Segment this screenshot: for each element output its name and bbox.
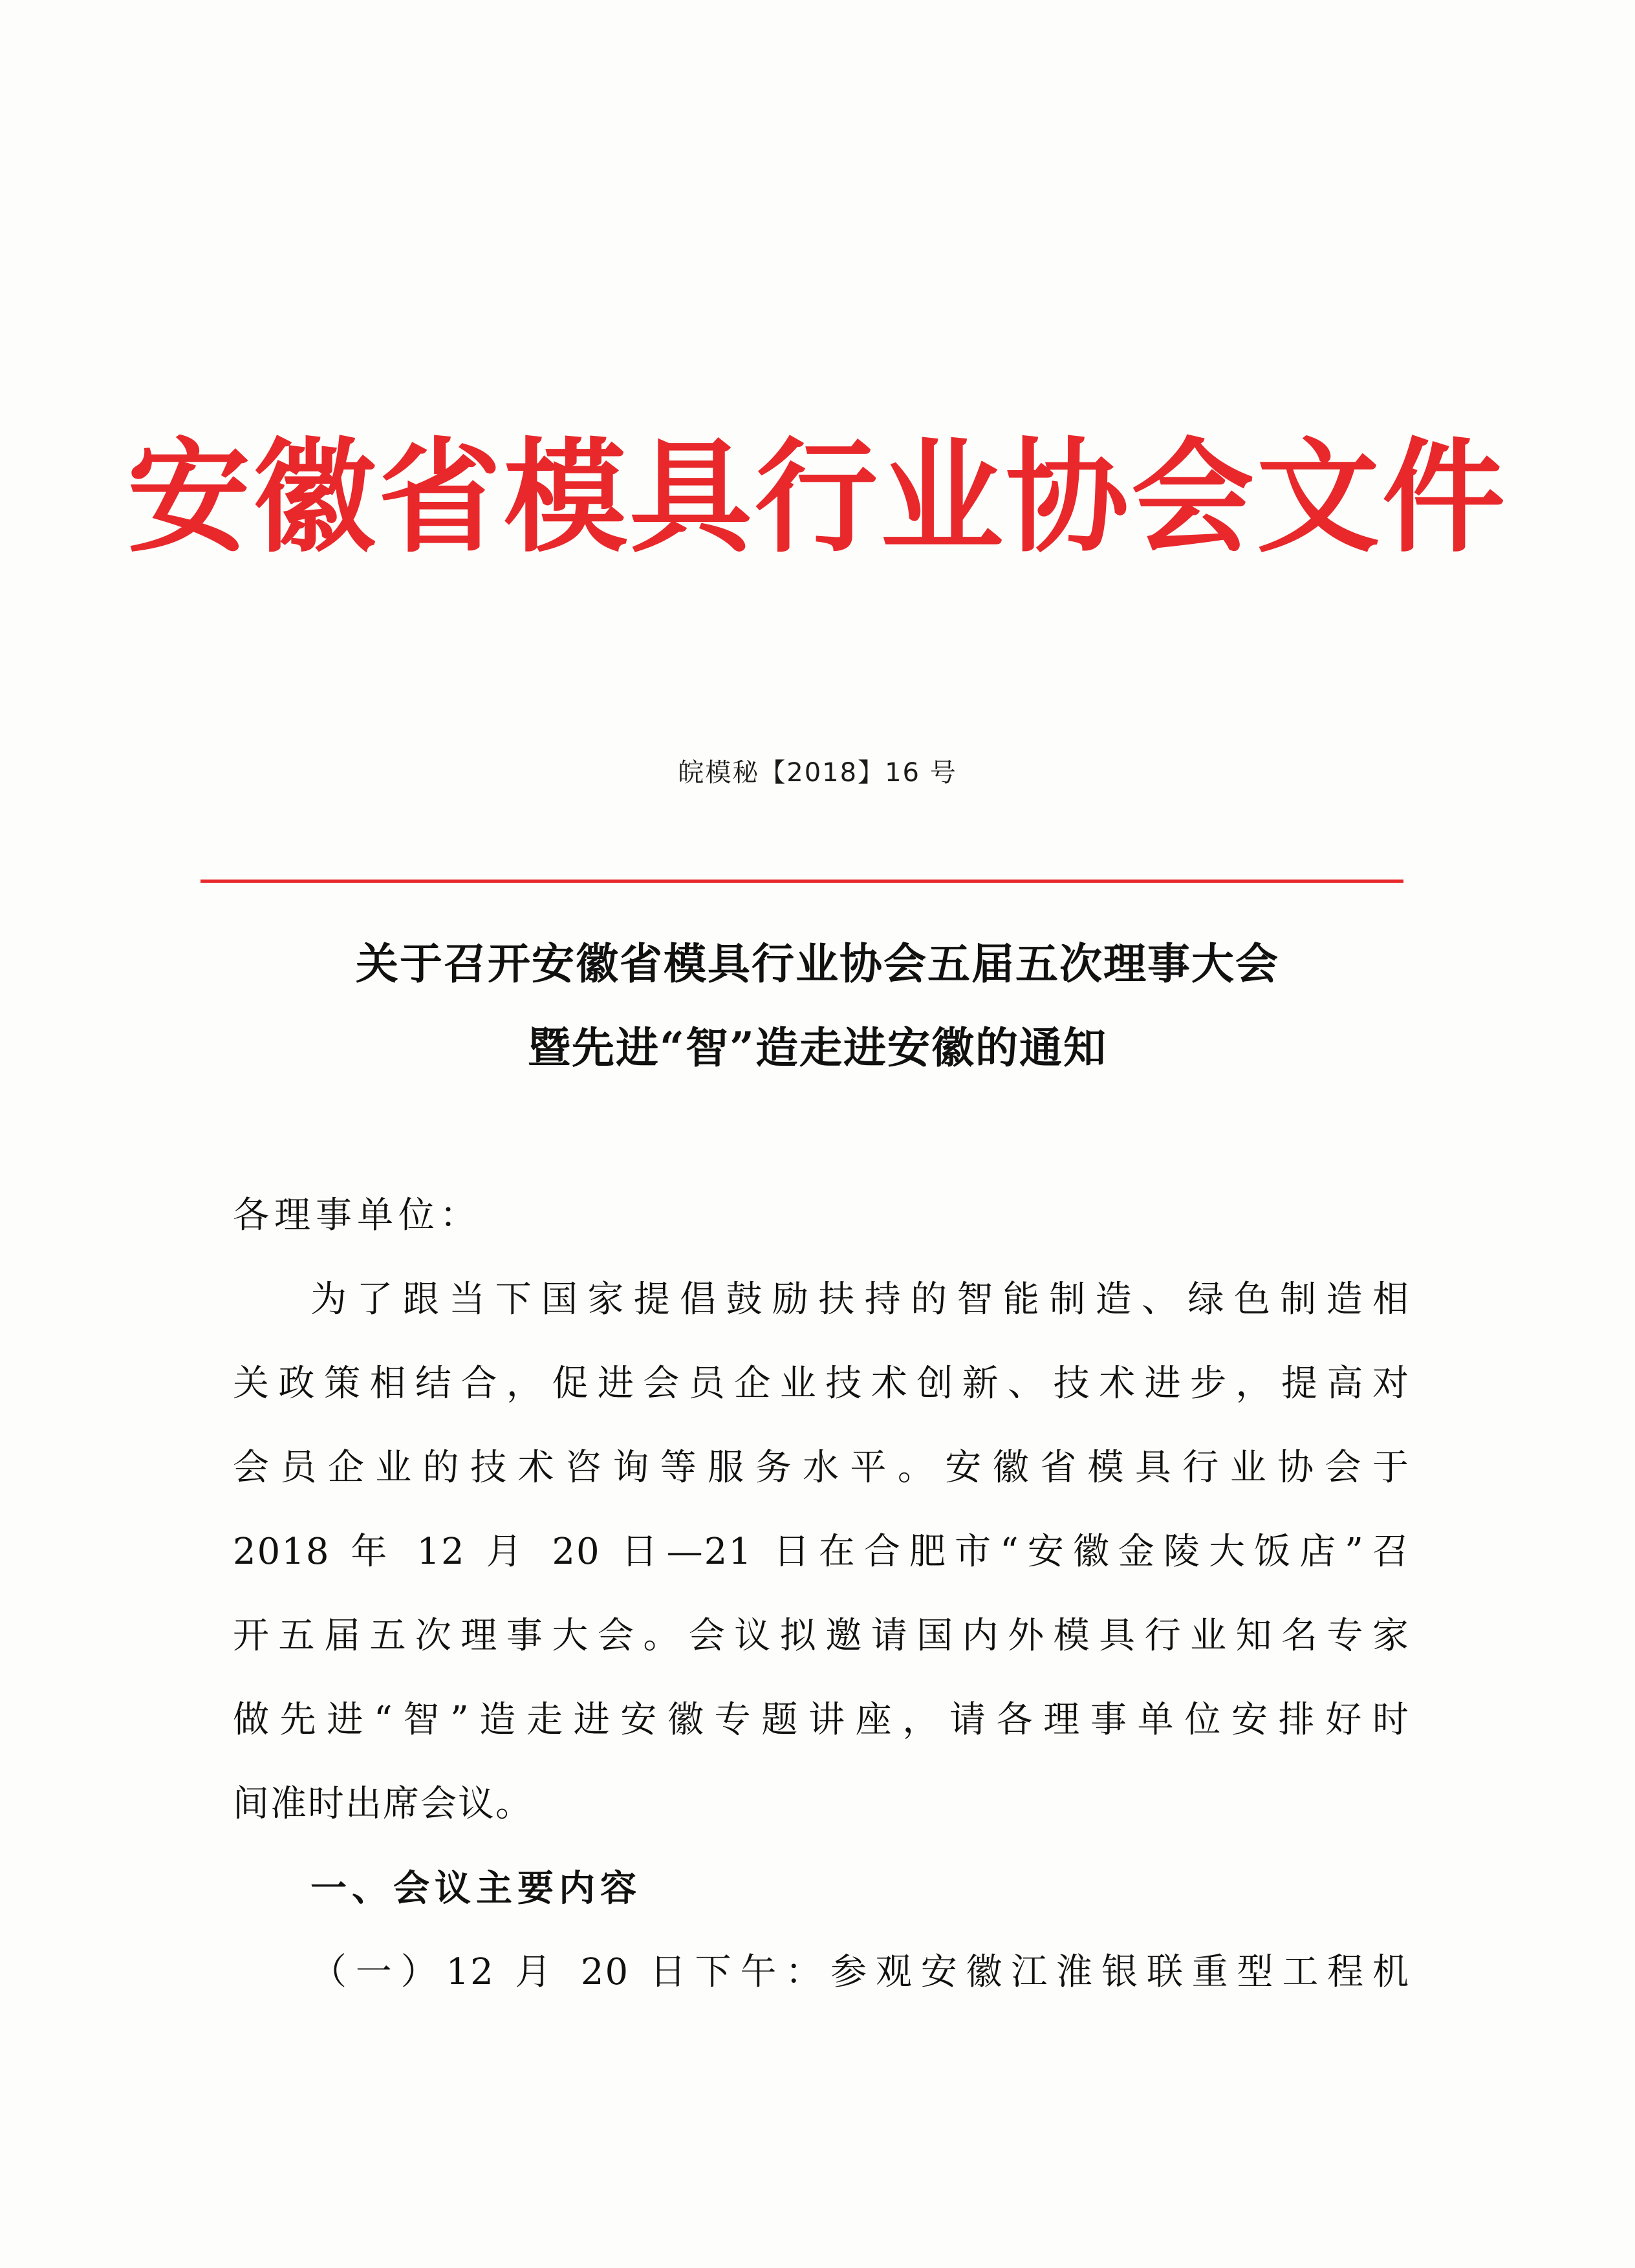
document-number: 皖模秘【2018】16 号 [678,758,957,788]
body-paragraph-line: 为了跟当下国家提倡鼓励扶持的智能制造、绿色制造相 [310,1279,1410,1321]
body-paragraph-line: 会员企业的技术咨询等服务水平。安徽省模具行业协会于 [233,1447,1410,1489]
body-paragraph-line: 开五届五次理事大会。会议拟邀请国内外模具行业知名专家 [233,1615,1410,1657]
body-paragraph-line: 2018 年 12 月 20 日—21 日在合肥市“安徽金陵大饭店”召 [233,1531,1410,1573]
section-item-line: （一）12 月 20 日下午：参观安徽江淮银联重型工程机 [310,1951,1410,1993]
body-paragraph-line: 做先进“智”造走进安徽专题讲座，请各理事单位安排好时 [233,1699,1410,1741]
red-divider-rule [200,880,1403,883]
body-paragraph-line: 关政策相结合，促进会员企业技术创新、技术进步，提高对 [233,1363,1410,1405]
document-masthead: 安徽省模具行业协会文件 [127,426,1508,569]
notice-title-line-2: 暨先进“智”造走进安徽的通知 [528,1022,1107,1073]
section-heading: 一、会议主要内容 [310,1867,642,1910]
salutation: 各理事单位： [233,1194,481,1237]
body-paragraph-line: 间准时出席会议。 [233,1783,533,1825]
notice-title-line-1: 关于召开安徽省模具行业协会五届五次理事大会 [356,938,1279,989]
